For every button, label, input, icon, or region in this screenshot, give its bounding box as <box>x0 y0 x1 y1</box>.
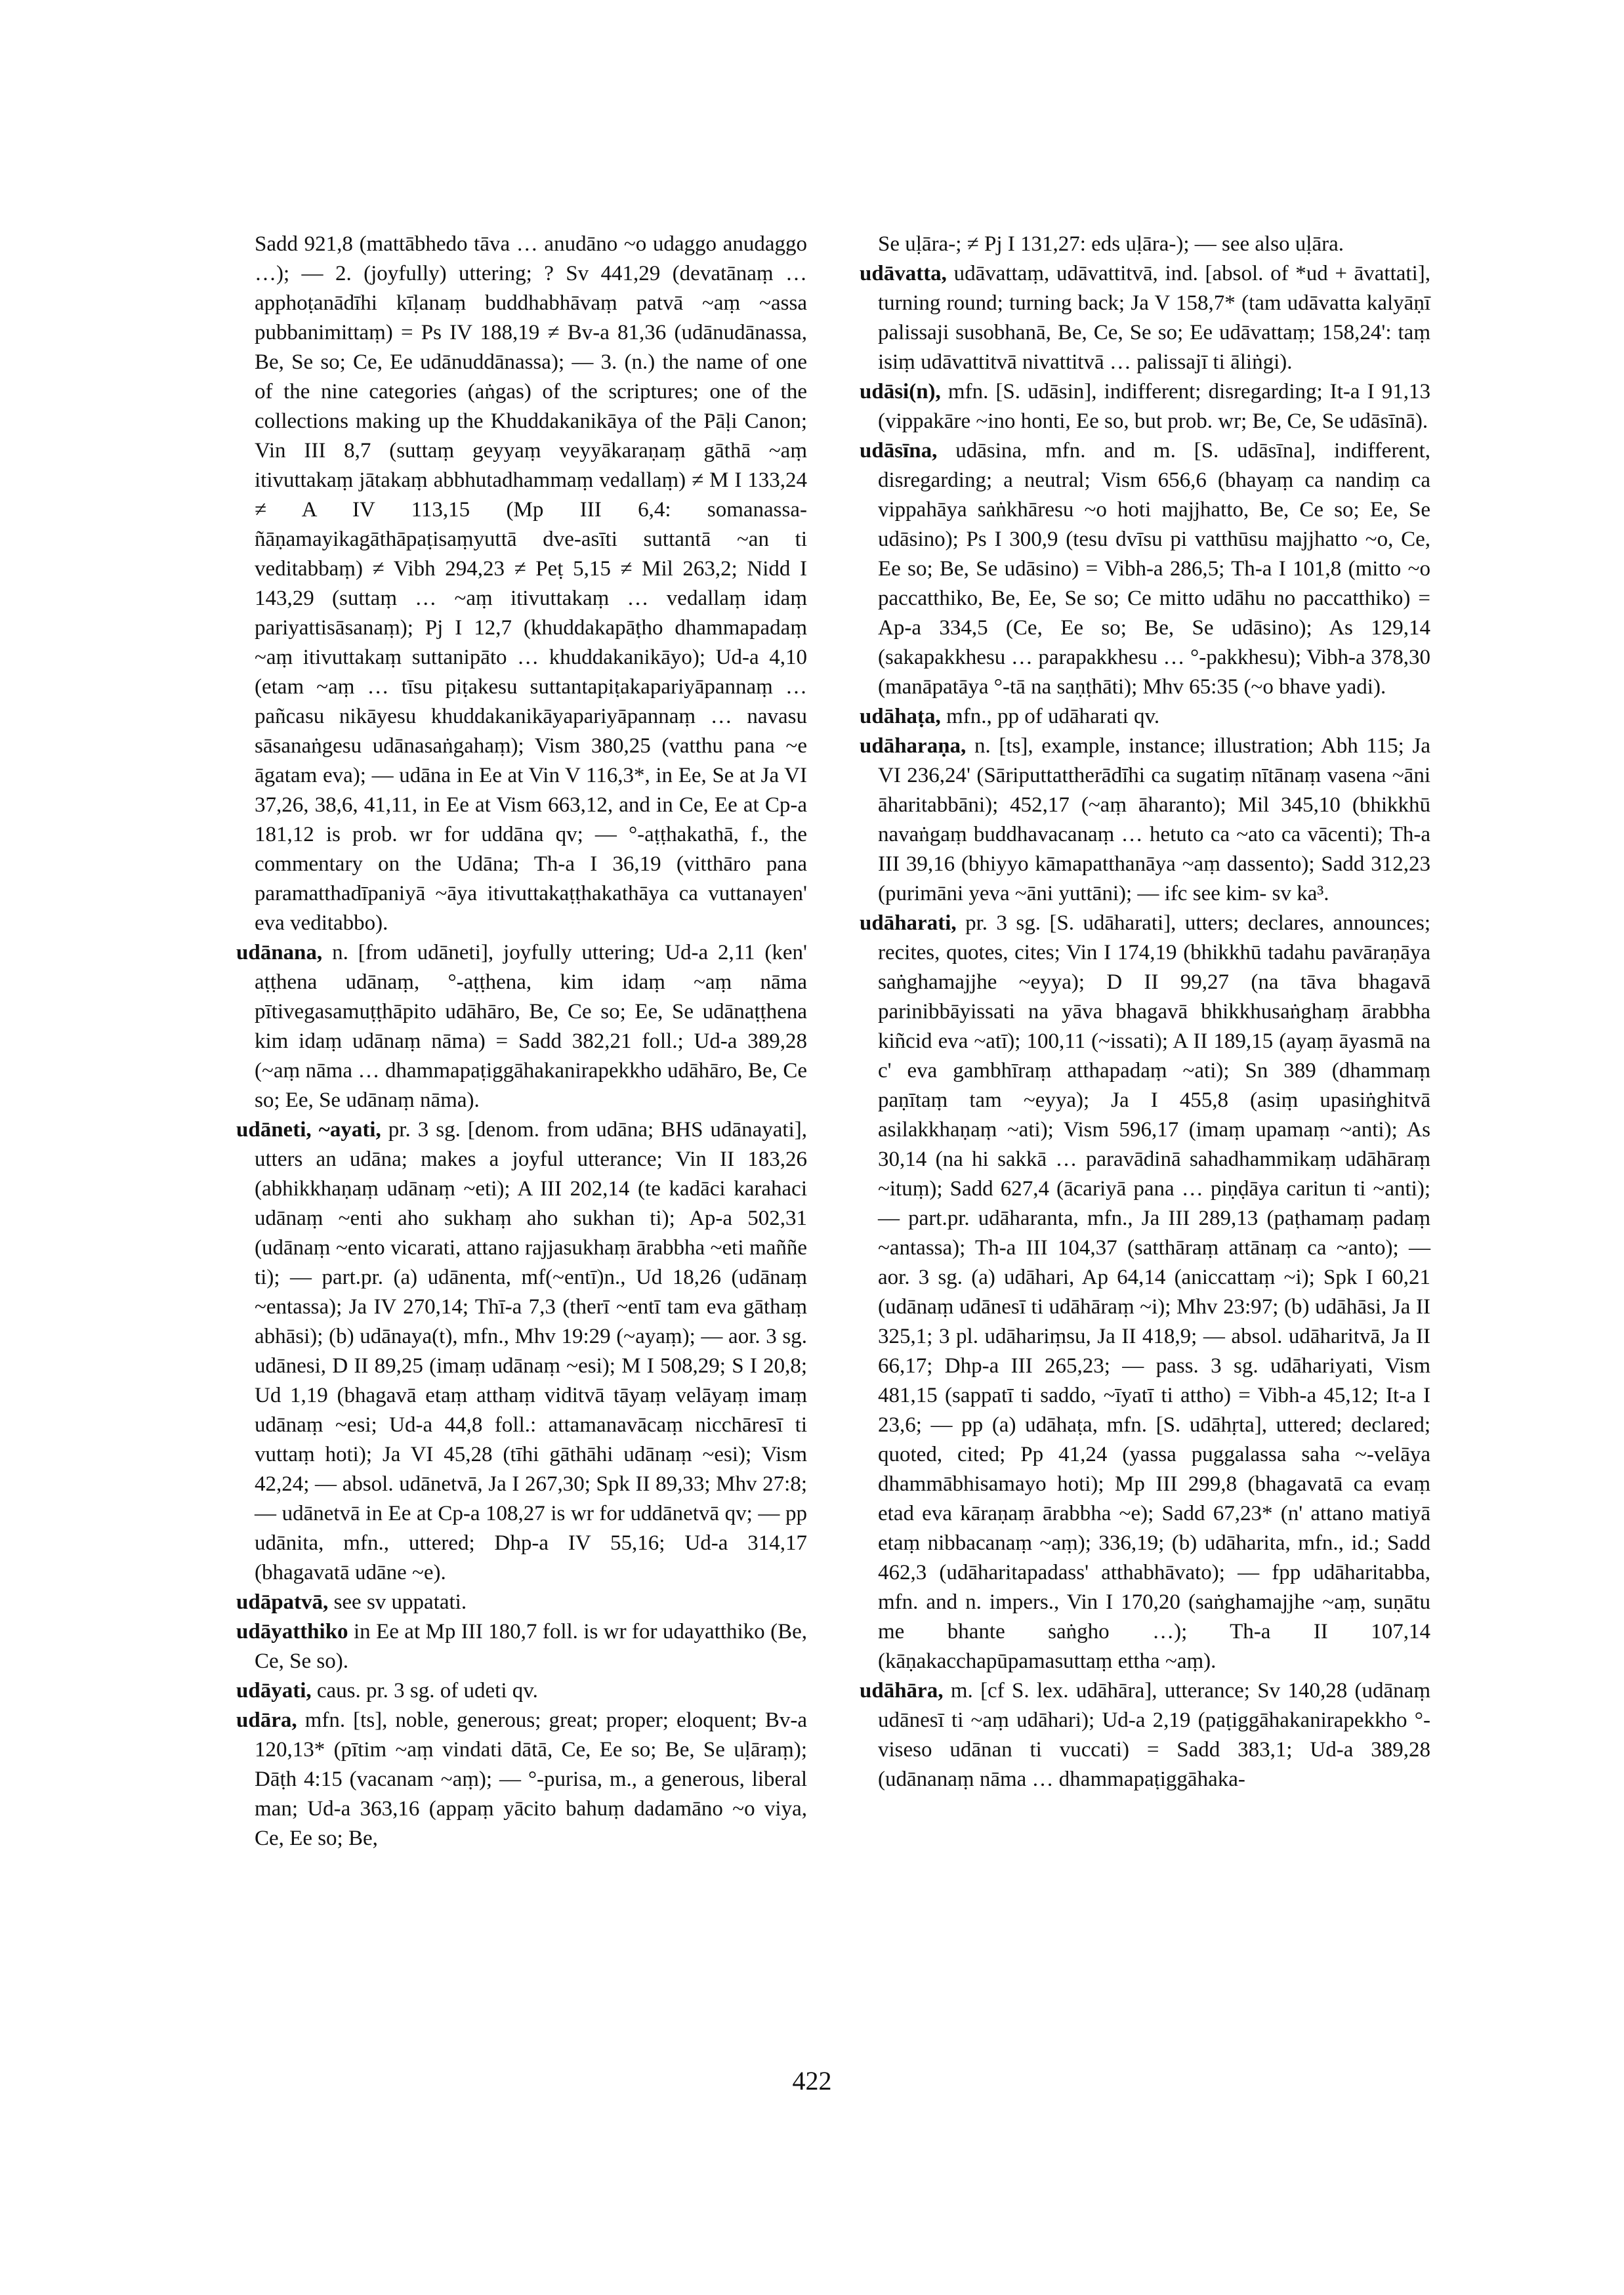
entry-text: mfn. [S. udāsin], indifferent; disregarding; It-a I 91,13 (vippakāre ~ino honti, Ee so, but prob. wr; Be, Ce, Se udāsīnā). <box>878 380 1431 433</box>
left-column <box>236 230 807 1853</box>
headword: udāyati, <box>236 1679 312 1703</box>
entry-udanana <box>236 938 807 1115</box>
headword: udāsīna, <box>860 439 938 463</box>
entry-udasina <box>860 436 1430 702</box>
headword: udāhāra, <box>860 1679 944 1703</box>
entry-text: Se uḷāra-; ≠ Pj I 131,27: eds uḷāra-); — see also uḷāra. <box>878 232 1344 256</box>
headword: udāra, <box>236 1708 297 1732</box>
entry-text: udāvattaṃ, udāvattitvā, ind. [absol. of *ud + āvattati], turning round; turning back; Ja V 158,7* (tam udāvatta kalyāṇī palissaji susobhanā, Be, Ce, Se so; Ee udāvattaṃ; 158,24': taṃ isiṃ udāvattitvā nivattitvā … palissajī ti āliṅgi). <box>878 262 1430 374</box>
entry-text: n. [ts], example, instance; illustration; Abh 115; Ja VI 236,24' (Sāriputtattherādīhi ca sugatiṃ nītānaṃ vasena ~āni āharitabbāni); 452,17 (~aṃ āharanto); Mil 345,10 (bhikkhū navaṅgaṃ buddhavacanaṃ … hetuto ca ~ato ca vācenti); Th-a III 39,16 (bhiyyo kāmapatthanāya ~aṃ dassento); Sadd 312,23 (purimāni yeva ~āni yuttāni); — ifc see kim- sv ka³. <box>878 734 1430 905</box>
headword: udāsi(n), <box>860 380 941 403</box>
entry-udapatva <box>236 1588 807 1617</box>
entry-udayatthiko <box>236 1617 807 1676</box>
headword: udāyatthiko <box>236 1620 348 1644</box>
headword: udāpatvā, <box>236 1590 329 1614</box>
right-column <box>860 230 1430 1794</box>
page-number: 422 <box>792 2066 832 2096</box>
entry-udavatta <box>860 259 1430 377</box>
entry-text: pr. 3 sg. [S. udāharati], utters; declares, announces; recites, quotes, cites; Vin I 174,19 (bhikkhū tadahu pavāraṇāya saṅghamajjhe ~eyya); D II 99,27 (na tāva bhagavā parinibbāyissati na yāva bhagavā bhikkhusaṅghaṃ ārabbha kiñcid eva ~atī); 100,11 (~issati); A II 189,15 (ayaṃ āyasmā na c' eva gambhīraṃ atthapadaṃ ~ati); Sn 389 (dhammaṃ paṇītaṃ tam ~eyya); Ja I 455,8 (asiṃ upasiṅghitvā asilakkhaṇaṃ ~ati); Vism 596,17 (imaṃ upamaṃ ~anti); As 30,14 (na hi sakkā … paravādinā sahadhammikaṃ udāhāraṃ ~ituṃ); Sadd 627,4 (ācariyā pana … piṇḍāya caritun ti ~anti); — part.pr. udāharanta, mfn., Ja III 289,13 (paṭhamaṃ padaṃ ~antassa); Th-a III 104,37 (satthāraṃ attānaṃ ca ~anto); — aor. 3 sg. (a) udāhari, Ap 64,14 (aniccattaṃ ~i); Spk I 60,21 (udānaṃ udānesī ti udāhāraṃ ~i); Mhv 23:97; (b) udāhāsi, Ja II 325,1; 3 pl. udāhariṃsu, Ja II 418,9; — absol. udāharitvā, Ja II 66,17; Dhp-a III 265,23; — pass. 3 sg. udāhariyati, Vism 481,15 (sappatī ti saddo, ~īyatī ti attho) = Vibh-a 45,12; It-a I 23,6; — pp (a) udāhaṭa, mfn. [S. udāhṛta], uttered; declared; quoted, cited; Pp 41,24 (yassa puggalassa saha ~-velāya dhammābhisamayo hoti); Mp III 299,8 (bhagavatā ca evaṃ etad eva kāraṇaṃ ārabbha ~e); Sadd 67,23* (n' attano matiyā etaṃ nibbacanaṃ ~aṃ); 336,19; (b) udāharita, mfn., id.; Sadd 462,3 (udāharitapadass' atthabhāvato); — fpp udāharitabba, mfn. and n. impers., Vin I 170,20 (saṅghamajjhe ~aṃ, suṇātu me bhante saṅgho …); Th-a II 107,14 (kāṇakacchapūpamasuttaṃ ettha ~aṃ). <box>878 911 1430 1673</box>
entry-text: caus. pr. 3 sg. of udeti qv. <box>316 1679 538 1703</box>
entry-udasin <box>860 377 1430 436</box>
headword: udāvatta, <box>860 262 947 285</box>
entry-udahara <box>860 1676 1430 1794</box>
entry-text: Sadd 921,8 (mattābhedo tāva … anudāno ~o udaggo anudaggo …); — 2. (joyfully) uttering; ? Sv 441,29 (devatānaṃ … apphoṭanādīhi kīḷanaṃ buddhabhāvaṃ patvā ~aṃ ~assa pubbanimittaṃ) = Ps IV 188,19 ≠ Bv-a 81,36 (udānudānassa, Be, Se so; Ce, Ee udānuddānassa); — 3. (n.) the name of one of the nine categories (aṅgas) of the scriptures; one of the collections making up the Khuddakanikāya of the Pāḷi Canon; Vin III 8,7 (suttaṃ geyyaṃ veyyākaraṇaṃ gāthā ~aṃ itivuttakaṃ jātakaṃ abbhutadhammaṃ vedallaṃ) ≠ M I 133,24 ≠ A IV 113,15 (Mp III 6,4: somanassa-ñāṇamayikagāthāpaṭisaṃyuttā dve-asīti suttantā ~an ti veditabbaṃ) ≠ Vibh 294,23 ≠ Peṭ 5,15 ≠ Mil 263,2; Nidd I 143,29 (suttaṃ … ~aṃ itivuttakaṃ … vedallaṃ idaṃ pariyattisāsanaṃ); Pj I 12,7 (khuddakapāṭho dhammapadaṃ ~aṃ itivuttakaṃ suttanipāto … khuddakanikāyo); Ud-a 4,10 (etam ~aṃ … tīsu piṭakesu suttantapiṭakapariyāpannaṃ … pañcasu nikāyesu khuddakanikāyapariyāpannaṃ … navasu sāsanaṅgesu udānasaṅgahaṃ); Vism 380,25 (vatthu pana ~e āgatam eva); — udāna in Ee at Vin V 116,3*, in Ee, Se at Ja VI 37,26, 38,6, 41,11, in Ee at Vism 663,12, and in Ce, Ee at Cp-a 181,12 is prob. wr for uddāna qv; — °-aṭṭhakathā, f., the commentary on the Udāna; Th-a I 36,19 (vitthāro pana paramatthadīpaniyā ~āya itivuttakaṭṭhakathāya ca vuttanayen' eva veditabbo). <box>255 232 807 935</box>
entry-udaharana <box>860 732 1430 909</box>
entry-text: m. [cf S. lex. udāhāra], utterance; Sv 140,28 (udānaṃ udānesī ti ~aṃ udāhari); Ud-a 2,19 (paṭiggāhakanirapekkho °-viseso udānan ti vuccati) = Sadd 383,1; Ud-a 389,28 (udānanaṃ nāma … dhammapaṭiggāhaka- <box>878 1679 1430 1791</box>
entry-text: in Ee at Mp III 180,7 foll. is wr for udayatthiko (Be, Ce, Se so). <box>255 1620 807 1673</box>
headword: udāhaṭa, <box>860 705 941 728</box>
entry-text: n. [from udāneti], joyfully uttering; Ud-a 2,11 (ken' aṭṭhena udānaṃ, °-aṭṭhena, kim idaṃ ~aṃ nāma pītivegasamuṭṭhāpito udāhāro, Be, Ce so; Ee, Se udānaṭṭhena kim idaṃ udānaṃ nāma) = Sadd 382,21 foll.; Ud-a 389,28 (~aṃ nāma … dhammapaṭiggāhakanirapekkho udāhāro, Be, Ce so; Ee, Se udānaṃ nāma). <box>255 941 808 1112</box>
entry-udahata <box>860 702 1430 732</box>
entry-text: see sv uppatati. <box>333 1590 467 1614</box>
headword: udāneti, ~ayati, <box>236 1118 381 1142</box>
headword: udāharati, <box>860 911 957 935</box>
entry-text: udāsina, mfn. and m. [S. udāsīna], indifferent, disregarding; a neutral; Vism 656,6 (bhayaṃ ca nandiṃ ca vippahāya saṅkhāresu ~o hoti majjhatto, Be, Ce so; Ee, Se udāsino); Ps I 300,9 (tesu dvīsu pi vatthūsu majjhatto ~o, Ce, Ee so; Be, Se udāsino) = Vibh-a 286,5; Th-a I 101,8 (mitto ~o paccatthiko, Be, Ee, Se so; Ce mitto udāhu no paccatthiko) = Ap-a 334,5 (Ce, Ee so; Be, Se udāsino); As 129,14 (sakapakkhesu … parapakkhesu … °-pakkhesu); Vibh-a 378,30 (manāpatāya °-tā na saṇṭhāti); Mhv 65:35 (~o bhave yadi). <box>878 439 1430 699</box>
entry-udaharati <box>860 909 1430 1676</box>
headword: udānana, <box>236 941 323 964</box>
entry-udara-continued <box>860 230 1430 259</box>
headword: udāharaṇa, <box>860 734 967 758</box>
entry-text: pr. 3 sg. [denom. from udāna; BHS udānayati], utters an udāna; makes a joyful utterance; Vin II 183,26 (abhikkhaṇaṃ udānaṃ ~eti); A III 202,14 (te kadāci karahaci udānaṃ ~enti aho sukhaṃ aho sukhan ti); Ap-a 502,31 (udānaṃ ~ento vicarati, attano rajjasukhaṃ ārabbha ~eti maññe ti); — part.pr. (a) udānenta, mf(~entī)n., Ud 18,26 (udānaṃ ~entassa); Ja IV 270,14; Thī-a 7,3 (therī ~entī tam eva gāthaṃ abhāsi); (b) udānaya(t), mfn., Mhv 19:29 (~ayaṃ); — aor. 3 sg. udānesi, D II 89,25 (imaṃ udānaṃ ~esi); M I 508,29; S I 20,8; Ud 1,19 (bhagavā etaṃ atthaṃ viditvā tāyaṃ velāyaṃ imaṃ udānaṃ ~esi; Ud-a 44,8 foll.: attamanavācaṃ nicchāresī ti vuttaṃ hoti); Ja VI 45,28 (tīhi gāthāhi udānaṃ ~esi); Vism 42,24; — absol. udānetvā, Ja I 267,30; Spk II 89,33; Mhv 27:8; — udānetvā in Ee at Cp-a 108,27 is wr for uddānetvā qv; — pp udānita, mfn., uttered; Dhp-a IV 55,16; Ud-a 314,17 (bhagavatā udāne ~e). <box>255 1118 807 1584</box>
entry-text: mfn., pp of udāharati qv. <box>946 705 1160 728</box>
entry-udara <box>236 1706 807 1853</box>
entry-udaneti <box>236 1115 807 1588</box>
entry-udana-continued <box>236 230 807 938</box>
entry-udayati <box>236 1676 807 1706</box>
entry-text: mfn. [ts], noble, generous; great; proper; eloquent; Bv-a 120,13* (pītim ~aṃ vindati dātā, Ce, Ee so; Be, Se uḷāraṃ); Dāṭh 4:15 (vacanam ~aṃ); — °-purisa, m., a generous, liberal man; Ud-a 363,16 (appaṃ yācito bahuṃ dadamāno ~o viya, Ce, Ee so; Be, <box>255 1708 808 1850</box>
